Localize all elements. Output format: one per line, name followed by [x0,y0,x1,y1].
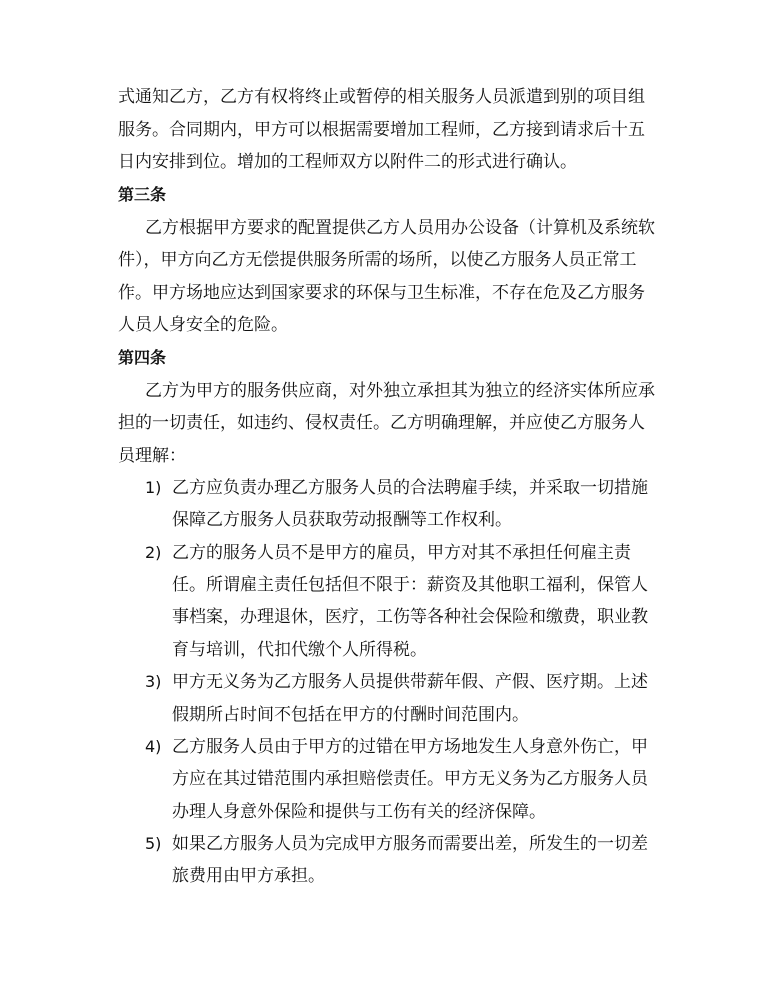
list-number: 3) [145,672,162,691]
list-item-line: 旅费用由甲方承担。 [172,866,325,886]
list-item-line: 假期所占时间不包括在甲方的付酬时间范围内。 [172,705,529,725]
list-item-line: 保障乙方服务人员获取劳动报酬等工作权利。 [172,510,512,530]
paragraph-line: 件），甲方向乙方无偿提供服务所需的场所，以使乙方服务人员正常工 [118,250,637,270]
list-number: 2) [145,543,162,562]
paragraph-line: 乙方根据甲方要求的配置提供乙方人员用办公设备（计算机及系统软 [145,218,655,238]
paragraph-line: 担的一切责任，如违约、侵权责任。乙方明确理解，并应使乙方服务人 [118,413,645,433]
clause-heading-4: 第四条 [118,348,167,367]
paragraph-line: 作。甲方场地应达到国家要求的环保与卫生标准，不存在危及乙方服务 [118,283,645,303]
list-item-line: 方应在其过错范围内承担赔偿责任。甲方无义务为乙方服务人员 [172,769,648,789]
list-item-line: 乙方应负责办理乙方服务人员的合法聘雇手续，并采取一切措施 [172,478,648,498]
paragraph-line: 人员人身安全的危险。 [118,315,288,335]
clause-heading-3: 第三条 [118,185,167,204]
paragraph-line: 服务。合同期内，甲方可以根据需要增加工程师，乙方接到请求后十五 [118,120,645,140]
paragraph-line: 员理解： [118,446,186,466]
paragraph-line: 乙方为甲方的服务供应商，对外独立承担其为独立的经济实体所应承 [145,381,655,401]
list-item-line: 甲方无义务为乙方服务人员提供带薪年假、产假、医疗期。上述 [172,672,648,692]
list-item-line: 乙方的服务人员不是甲方的雇员，甲方对其不承担任何雇主责 [172,543,631,563]
list-number: 4) [145,737,162,756]
list-item-line: 事档案，办理退休，医疗，工伤等各种社会保险和缴费，职业教 [172,607,648,627]
paragraph-line: 日内安排到位。增加的工程师双方以附件二的形式进行确认。 [118,152,577,172]
list-item-line: 乙方服务人员由于甲方的过错在甲方场地发生人身意外伤亡，甲 [172,737,648,757]
list-item-line: 育与培训，代扣代缴个人所得税。 [172,640,427,660]
list-item-line: 办理人身意外保险和提供与工伤有关的经济保障。 [172,802,546,822]
list-number: 1) [145,478,162,497]
list-number: 5) [145,834,162,853]
list-item-line: 任。所谓雇主责任包括但不限于：薪资及其他职工福利，保管人 [172,575,648,595]
paragraph-line: 式通知乙方，乙方有权将终止或暂停的相关服务人员派遣到别的项目组 [118,87,645,107]
list-item-line: 如果乙方服务人员为完成甲方服务而需要出差，所发生的一切差 [172,834,648,854]
